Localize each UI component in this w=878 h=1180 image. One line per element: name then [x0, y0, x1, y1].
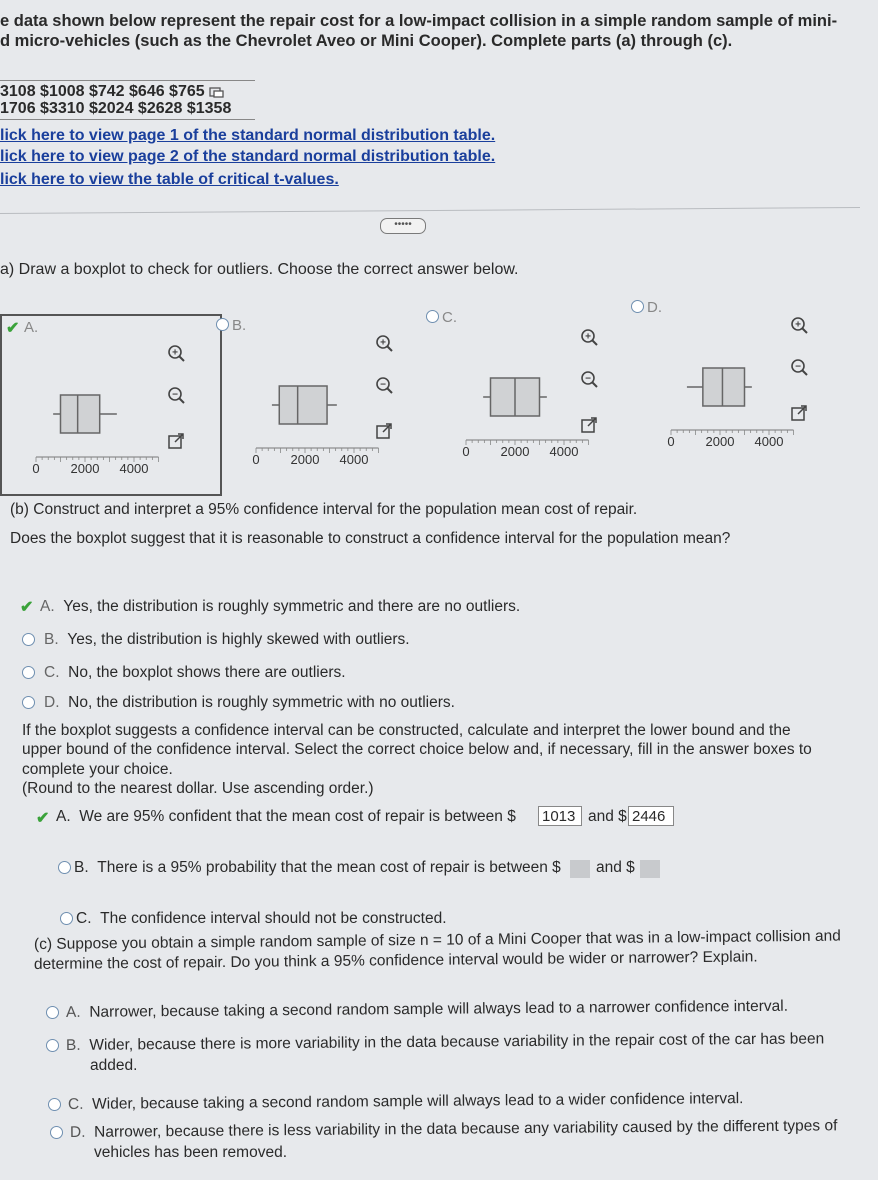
boxplot-reasonable-choice-a[interactable]: A. Yes, the distribution is roughly symmetric and there are no outliers.	[40, 598, 521, 615]
zoom-in-icon[interactable]	[579, 328, 599, 348]
part-c-radio[interactable]	[50, 1126, 63, 1139]
ci-instructions-2: upper bound of the confidence interval. Select the correct choice below and, if necessary, fill in the answer boxes to	[22, 741, 812, 758]
option-letter: D.	[647, 299, 662, 316]
ci-choice-c[interactable]: C. The confidence interval should not be constructed.	[76, 910, 447, 927]
boxplot-chart	[432, 306, 637, 478]
link-t-values[interactable]: lick here to view the table of critical t-values.	[0, 171, 339, 188]
part-c-prompt-2: determine the cost of repair. Do you think a 95% confidence interval would be wider or narrower? Explain.	[33, 948, 758, 973]
option-letter: B.	[232, 317, 247, 334]
tick-label: 0	[32, 461, 40, 476]
zoom-in-icon[interactable]	[374, 334, 394, 354]
zoom-in-icon[interactable]	[166, 344, 186, 364]
tick-label: 4000	[754, 434, 784, 449]
box	[703, 368, 745, 406]
svg-text:+: +	[795, 319, 801, 331]
tick-label: 4000	[119, 461, 149, 476]
boxplot-option-a[interactable]	[0, 314, 222, 496]
part-c-choice-b[interactable]: B. Wider, because there is more variability in the data because variability in the repair cost of the car has been	[65, 1030, 825, 1054]
boxplot-reasonable-choice-c[interactable]: C. No, the boxplot shows there are outliers.	[44, 664, 346, 681]
box	[61, 395, 100, 433]
zoom-out-icon[interactable]	[789, 358, 809, 378]
tick-label: 4000	[549, 444, 579, 459]
boxplot-reasonable-choice-d[interactable]: D. No, the distribution is roughly symmetric with no outliers.	[44, 694, 455, 711]
ci-instructions-3: complete your choice.	[22, 761, 173, 778]
box	[279, 386, 327, 424]
link-normal-table-page-2[interactable]: lick here to view page 2 of the standard normal distribution table.	[0, 148, 496, 165]
boxplot-chart	[2, 316, 224, 498]
tick-label: 2000	[705, 434, 735, 449]
intro-line-1: e data shown below represent the repair cost for a low-impact collision in a simple random sample of mini-	[0, 12, 838, 30]
ci-choice-c-radio[interactable]	[60, 912, 73, 925]
part-c-radio[interactable]	[48, 1098, 61, 1111]
svg-text:+: +	[585, 331, 591, 343]
ci-a-and-label: and $	[588, 808, 627, 825]
tick-label: 4000	[339, 452, 369, 467]
ci-b-upper-input[interactable]	[640, 860, 660, 878]
more-button[interactable]: •••••	[380, 218, 426, 234]
ci-choice-a[interactable]: A. We are 95% confident that the mean cost of repair is between $	[56, 808, 516, 825]
tick-label: 2000	[290, 452, 320, 467]
tick-label: 2000	[500, 444, 530, 459]
option-letter: A.	[24, 319, 39, 336]
intro-line-2: d micro-vehicles (such as the Chevrolet Aveo or Mini Cooper). Complete parts (a) through (c).	[0, 32, 733, 50]
popout-icon[interactable]	[374, 422, 394, 442]
check-icon[interactable]: ✔	[6, 320, 20, 337]
ci-instructions-4: (Round to the nearest dollar. Use ascending order.)	[22, 780, 374, 797]
part-b-question: Does the boxplot suggest that it is reasonable to construct a confidence interval for the population mean?	[10, 530, 731, 547]
svg-text:+: +	[172, 347, 178, 359]
part-a-prompt: a) Draw a boxplot to check for outliers. Choose the correct answer below.	[0, 261, 519, 278]
data-row-2: 1706 $3310 $2024 $2628 $1358	[0, 100, 232, 117]
svg-text:+: +	[380, 337, 386, 349]
popout-icon[interactable]	[789, 404, 809, 424]
part-c-radio[interactable]	[46, 1006, 59, 1019]
check-icon: ✔	[20, 599, 34, 616]
part-c-choice-c[interactable]: C. Wider, because taking a second random sample will always lead to a wider confidence interval.	[67, 1090, 744, 1113]
data-row-1: 3108 $1008 $742 $646 $765	[0, 83, 225, 101]
data-box-border-top	[0, 80, 255, 81]
choice-radio[interactable]	[22, 666, 35, 679]
zoom-in-icon[interactable]	[789, 316, 809, 336]
data-box-border-bottom	[0, 119, 255, 120]
ci-b-and-label: and $	[596, 859, 635, 876]
boxplot-reasonable-choice-b[interactable]: B. Yes, the distribution is highly skewed with outliers.	[44, 631, 410, 648]
part-b-prompt: (b) Construct and interpret a 95% confidence interval for the population mean cost of repair.	[10, 501, 638, 518]
ci-upper-bound-input[interactable]: 2446	[628, 806, 674, 826]
boxplot-option-d[interactable]	[637, 296, 847, 468]
ci-instructions-1: If the boxplot suggests a confidence interval can be constructed, calculate and interpret the lower bound and the	[22, 722, 791, 739]
tick-label: 0	[667, 434, 675, 449]
part-c-choice-continuation: vehicles has been removed.	[94, 1144, 288, 1161]
tick-label: 2000	[70, 461, 100, 476]
ci-b-lower-input[interactable]	[570, 860, 590, 878]
section-divider	[0, 207, 860, 214]
boxplot-chart	[222, 314, 432, 486]
zoom-out-icon[interactable]	[579, 370, 599, 390]
tick-label: 0	[462, 444, 470, 459]
part-c-choice-a[interactable]: A. Narrower, because taking a second random sample will always lead to a narrower confidence interval.	[65, 997, 789, 1021]
svg-text:−: −	[585, 373, 591, 385]
svg-text:−: −	[795, 361, 801, 373]
zoom-out-icon[interactable]	[374, 376, 394, 396]
part-c-prompt-1: (c) Suppose you obtain a simple random sample of size n = 10 of a Mini Cooper that was in a low-impact collision and	[33, 927, 841, 953]
boxplot-chart	[637, 296, 847, 468]
link-normal-table-page-1[interactable]: lick here to view page 1 of the standard normal distribution table.	[0, 127, 496, 144]
option-letter: C.	[442, 309, 457, 326]
boxplot-option-c[interactable]	[432, 306, 637, 478]
tick-label: 0	[252, 452, 260, 467]
svg-text:−: −	[172, 389, 178, 401]
popout-icon[interactable]	[579, 416, 599, 436]
svg-text:−: −	[380, 379, 386, 391]
copy-icon[interactable]	[209, 86, 225, 98]
popout-icon[interactable]	[166, 432, 186, 452]
check-icon: ✔	[36, 810, 50, 827]
ci-choice-b-radio[interactable]	[58, 861, 71, 874]
ci-choice-b[interactable]: B. There is a 95% probability that the mean cost of repair is between $	[74, 859, 561, 876]
part-c-choice-d[interactable]: D. Narrower, because there is less variability in the data because any variability caused by the different types of	[69, 1117, 838, 1141]
part-c-choice-continuation: added.	[90, 1057, 138, 1074]
choice-radio[interactable]	[22, 633, 35, 646]
zoom-out-icon[interactable]	[166, 386, 186, 406]
boxplot-option-b[interactable]	[222, 314, 432, 486]
part-c-radio[interactable]	[46, 1039, 59, 1052]
ci-lower-bound-input[interactable]: 1013	[538, 806, 582, 826]
choice-radio[interactable]	[22, 696, 35, 709]
